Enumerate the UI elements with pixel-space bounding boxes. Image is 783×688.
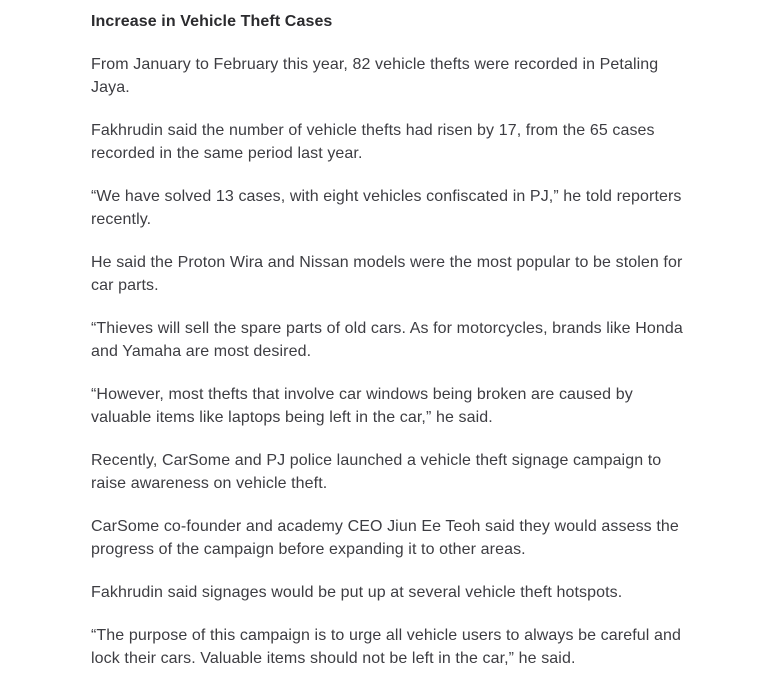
article-paragraph: Recently, CarSome and PJ police launched a vehicle theft signage campaign to raise awareness on vehicle theft. (91, 452, 662, 492)
article-paragraph: “The purpose of this campaign is to urge all vehicle users to always be careful and lock their cars. Valuable items should not be left in the car,” he said. (91, 627, 681, 667)
article-paragraph: From January to February this year, 82 vehicle thefts were recorded in Petaling Jaya. (91, 56, 659, 96)
article-paragraph: “Thieves will sell the spare parts of old cars. As for motorcycles, brands like Honda and Yamaha are most desired. (91, 320, 683, 360)
article-paragraph: “However, most thefts that involve car windows being broken are caused by valuable items like laptops being left in the car,” he said. (91, 386, 633, 426)
article-heading: Increase in Vehicle Theft Cases (91, 13, 333, 30)
article-paragraph: He said the Proton Wira and Nissan models were the most popular to be stolen for car parts. (91, 254, 683, 294)
article-paragraph: Fakhrudin said the number of vehicle thefts had risen by 17, from the 65 cases recorded in the same period last year. (91, 122, 655, 162)
article-paragraph: “We have solved 13 cases, with eight vehicles confiscated in PJ,” he told reporters recently. (91, 188, 682, 228)
article-paragraph: Fakhrudin said signages would be put up at several vehicle theft hotspots. (91, 584, 623, 601)
article-paragraph: CarSome co-founder and academy CEO Jiun Ee Teoh said they would assess the progress of the campaign before expanding it to other areas. (91, 518, 679, 558)
